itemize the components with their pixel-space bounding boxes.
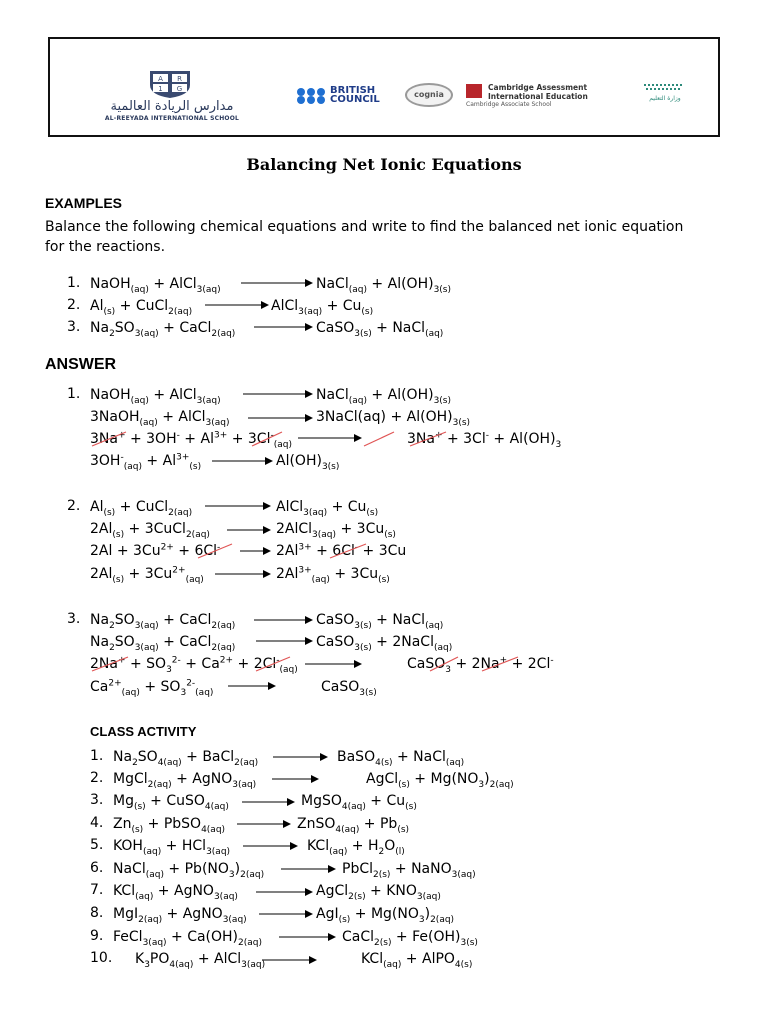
cambridge-logo bbox=[466, 83, 616, 109]
list-number: 7. bbox=[90, 882, 104, 898]
answer-3-line-4-right: CaSO$_{3(s)}$ bbox=[321, 679, 377, 698]
answer-3-line-1-right: CaSO$_{3(s)}$ + NaCl$_{(aq)}$ bbox=[316, 612, 444, 631]
activity-10-left: $K_3PO_{4(aq)}$ + AlCl$_{3(aq)}$ bbox=[135, 951, 266, 970]
instructions-text: Balance the following chemical equations and write to find the balanced net ionic equation for the reactions. bbox=[45, 219, 684, 255]
header-logo-box bbox=[48, 37, 720, 137]
list-number: 10. bbox=[90, 950, 113, 966]
answer-2-line-2-right: 2AlCl$_{3(aq)}$ + $3Cu_{(s)}$ bbox=[276, 521, 396, 540]
school-logo bbox=[72, 69, 272, 125]
list-number: 1. bbox=[90, 748, 104, 764]
shield-letter: R bbox=[177, 75, 182, 83]
examples-heading: EXAMPLES bbox=[45, 195, 123, 211]
activity-3-right: MgSO$_{4(aq)}$ + $Cu_{(s)}$ bbox=[301, 793, 417, 812]
list-number: 4. bbox=[90, 815, 104, 831]
activity-4-left: $Zn_{(s)}$ + PbSO$_{4(aq)}$ bbox=[113, 816, 226, 835]
answer-2-line-3-right: $2Al^{3+} + 6Cl^- + 3Cu$ bbox=[276, 542, 407, 559]
list-number: 1. bbox=[67, 275, 81, 291]
ministry-text: وزارة التعليم bbox=[649, 95, 681, 102]
activity-8-left: MgI$_{2(aq)}$ + AgNO$_{3(aq)}$ bbox=[113, 906, 247, 925]
shield-letter: 1 bbox=[158, 85, 163, 93]
bc-line1: BRITISH bbox=[330, 85, 376, 96]
class-activity-heading: CLASS ACTIVITY bbox=[90, 724, 197, 739]
activity-8-right: $AgI_{(s)} + Mg(NO_3)_{2(aq)}$ bbox=[316, 906, 455, 925]
activity-9-right: CaCl$_{2(s)}$ + $Fe(OH)_{3(s)}$ bbox=[342, 929, 478, 948]
list-number: 2. bbox=[67, 297, 81, 313]
answer-3-line-2-right: CaSO$_{3(s)}$ + 2NaCl$_{(aq)}$ bbox=[316, 634, 453, 653]
cambridge-shield-icon bbox=[466, 84, 482, 98]
ministry-logo bbox=[638, 83, 692, 107]
british-council-text bbox=[330, 86, 380, 104]
answer-2-line-4-left: $2Al_{(s)} + 3Cu^{2+}_{(aq)}$ bbox=[90, 565, 204, 585]
answer-2-line-3-left: $2Al + 3Cu^{2+} + 6Cl^-$ bbox=[90, 542, 221, 559]
list-number: 6. bbox=[90, 860, 104, 876]
example-equation-1-left: NaOH$_{(aq)}$ + AlCl$_{3(aq)}$ bbox=[90, 276, 221, 295]
answer-3-line-3-right: CaSO$_3$ + 2Na+ + 2Cl- bbox=[407, 655, 554, 675]
answer-3-line-4-left: $Ca^{2+}_{(aq)} + SO_3^{2-}_{(aq)}$ bbox=[90, 678, 214, 698]
list-number: 5. bbox=[90, 837, 104, 853]
cambridge-line1: Cambridge Assessment bbox=[488, 83, 588, 92]
activity-5-right: $KCl_{(aq)} + H_2O_{(l)}$ bbox=[307, 838, 405, 857]
british-council-dots-icon bbox=[296, 87, 326, 105]
answer-heading: ANSWER bbox=[45, 356, 117, 373]
school-name-english: AL-REEYADA INTERNATIONAL SCHOOL bbox=[104, 115, 240, 122]
activity-4-right: ZnSO$_{4(aq)}$ + $Pb_{(s)}$ bbox=[297, 816, 410, 835]
activity-5-left: $KOH_{(aq)} + HCl_{3(aq)}$ bbox=[113, 838, 231, 857]
strike-mark bbox=[364, 432, 394, 446]
activity-2-right: AgCl$_{(s)}$ + $Mg(NO_3)_{2(aq)}$ bbox=[366, 771, 514, 790]
british-council-logo bbox=[296, 85, 396, 107]
answer-3-line-1-left: $Na_2SO_{3(aq)}$ + CaCl$_{2(aq)}$ bbox=[90, 612, 236, 631]
answer-3-line-3-left: $2Na^+ + SO_3^{2-} + Ca^{2+} + 2Cl^-_{(aq)}$ bbox=[90, 655, 298, 675]
answer-1-line-3-left: $3Na^+ + 3OH^- + Al^{3+} + 3Cl^-_{(aq)}$ bbox=[90, 430, 292, 450]
answer-1-line-3-right: $3Na^+ + 3Cl^- + Al(OH)_3$ bbox=[407, 430, 562, 450]
ministry-dots-icon bbox=[642, 83, 688, 93]
example-equation-1-right: NaCl$_{(aq)}$ + $Al(OH)_{3(s)}$ bbox=[316, 276, 451, 295]
activity-9-left: FeCl$_{3(aq)}$ + $Ca(OH)_{2(aq)}$ bbox=[113, 929, 263, 948]
example-equation-2-left: $Al_{(s)}$ + CuCl$_{2(aq)}$ bbox=[90, 298, 193, 317]
page-title: Balancing Net Ionic Equations bbox=[246, 155, 522, 174]
answer-1-line-4-right: $Al(OH)_{3(s)}$ bbox=[276, 453, 340, 472]
activity-3-left: $Mg_{(s)}$ + CuSO$_{4(aq)}$ bbox=[113, 793, 229, 812]
activity-1-right: BaSO$_{4(s)}$ + NaCl$_{(aq)}$ bbox=[337, 749, 465, 768]
answer-2-line-4-right: $2Al^{3+}_{(aq)} + 3Cu_{(s)}$ bbox=[276, 565, 390, 585]
shield-letter: G bbox=[176, 85, 183, 93]
example-equation-2-right: AlCl$_{3(aq)}$ + $Cu_{(s)}$ bbox=[271, 298, 374, 317]
school-name-arabic: مدارس الريادة العالمية bbox=[110, 99, 234, 114]
list-number: 3. bbox=[67, 611, 81, 627]
answer-3-line-2-left: $Na_2SO_{3(aq)}$ + CaCl$_{2(aq)}$ bbox=[90, 634, 236, 653]
cambridge-line2: International Education bbox=[488, 92, 588, 101]
activity-1-left: $Na_2SO_{4(aq)}$ + BaCl$_{2(aq)}$ bbox=[113, 749, 259, 768]
activity-7-right: AgCl$_{2(s)}$ + $KNO_{3(aq)}$ bbox=[316, 883, 441, 902]
example-equation-3-left: $Na_2SO_{3(aq)}$ + CaCl$_{2(aq)}$ bbox=[90, 320, 236, 339]
activity-7-left: KCl$_{(aq)}$ + AgNO$_{3(aq)}$ bbox=[113, 883, 238, 902]
cambridge-line3: Cambridge Associate School bbox=[466, 101, 552, 108]
answer-2-line-1-right: AlCl$_{3(aq)}$ + $Cu_{(s)}$ bbox=[276, 499, 379, 518]
activity-6-left: NaCl$_{(aq)}$ + $Pb(NO_3)_{2(aq)}$ bbox=[113, 861, 265, 880]
bc-line2: COUNCIL bbox=[330, 94, 380, 105]
answer-1-line-2-right: 3NaCl(aq) + $Al(OH)_{3(s)}$ bbox=[316, 409, 471, 428]
answer-1-line-2-left: 3NaOH$_{(aq)}$ + AlCl$_{3(aq)}$ bbox=[90, 409, 230, 428]
list-number: 3. bbox=[67, 319, 81, 335]
answer-1-line-1-left: NaOH$_{(aq)}$ + AlCl$_{3(aq)}$ bbox=[90, 387, 221, 406]
activity-6-right: PbCl$_{2(s)}$ + NaNO$_{3(aq)}$ bbox=[342, 861, 476, 880]
school-shield-icon bbox=[146, 69, 194, 99]
shield-letter: A bbox=[158, 75, 163, 83]
answer-1-line-4-left: $3OH^-_{(aq)} + Al^{3+}_{(s)}$ bbox=[90, 452, 202, 472]
activity-10-right: KCl$_{(aq)}$ + AlPO$_{4(s)}$ bbox=[361, 951, 473, 970]
list-number: 8. bbox=[90, 905, 104, 921]
example-equation-3-right: CaSO$_{3(s)}$ + NaCl$_{(aq)}$ bbox=[316, 320, 444, 339]
list-number: 3. bbox=[90, 792, 104, 808]
activity-2-left: MgCl$_{2(aq)}$ + AgNO$_{3(aq)}$ bbox=[113, 771, 257, 790]
answer-2-line-1-left: $Al_{(s)}$ + CuCl$_{2(aq)}$ bbox=[90, 499, 193, 518]
list-number: 9. bbox=[90, 928, 104, 944]
answer-1-line-1-right: NaCl$_{(aq)}$ + $Al(OH)_{3(s)}$ bbox=[316, 387, 451, 406]
list-number: 2. bbox=[67, 498, 81, 514]
list-number: 2. bbox=[90, 770, 104, 786]
cognia-seal: cognia bbox=[405, 83, 453, 107]
answer-2-line-2-left: $2Al_{(s)}$ + 3CuCl$_{2(aq)}$ bbox=[90, 521, 210, 540]
list-number: 1. bbox=[67, 386, 81, 402]
